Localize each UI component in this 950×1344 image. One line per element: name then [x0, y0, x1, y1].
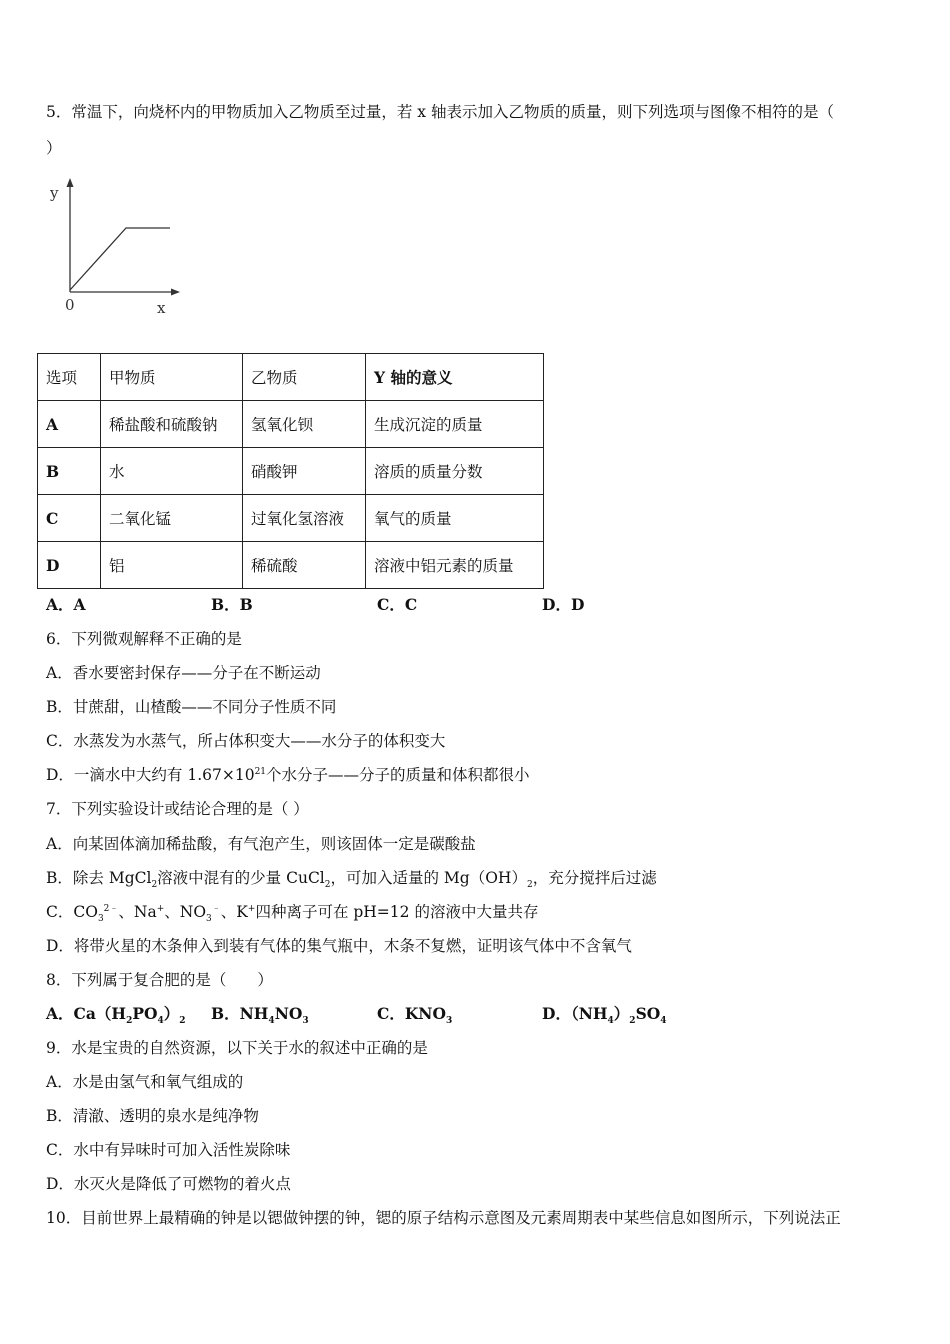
q7-b-text: ，充分搅拌后过滤	[532, 869, 657, 887]
q8-d-sub: 2	[629, 1016, 636, 1027]
q7-c-sup: ﹣	[211, 903, 221, 914]
table-cell: 硝酸钾	[243, 448, 366, 495]
q7-c-sup: 2﹣	[103, 903, 119, 914]
q6-d-sup: 21	[254, 766, 267, 777]
q8-a-text: ）	[163, 1004, 180, 1023]
graph-origin-label: 0	[65, 296, 75, 314]
table-cell: B	[38, 448, 101, 495]
q8-a-sub: 2	[179, 1016, 186, 1027]
graph-x-arrow	[171, 289, 180, 296]
table-cell: 过氧化氢溶液	[243, 495, 366, 542]
q9-option-b: B．清澈、透明的泉水是纯净物	[46, 1107, 259, 1125]
q7-option-b	[46, 868, 657, 891]
table-cell: 水	[101, 448, 243, 495]
q8-b-text: NO	[274, 1004, 303, 1023]
q5-graph	[40, 176, 190, 316]
table-cell: 生成沉淀的质量	[366, 401, 544, 448]
q8-stem: 8．下列属于复合肥的是（ ）	[46, 971, 273, 989]
q7-c-text: 、Na	[118, 903, 157, 921]
q7-c-text: 、K	[220, 903, 248, 921]
table-cell: D	[38, 542, 101, 589]
table-cell: 氧气的质量	[366, 495, 544, 542]
q7-c-sup: +	[156, 903, 165, 914]
q8-a-sub: 2	[126, 1016, 133, 1027]
q5-stem-line2: ）	[46, 139, 62, 157]
table-cell: 溶质的质量分数	[366, 448, 544, 495]
table-cell: 二氧化锰	[101, 495, 243, 542]
q7-c-text: 四种离子可在 pH=12 的溶液中大量共存	[255, 903, 539, 921]
q7-b-text: 溶液中混有的少量 CuCl	[157, 869, 325, 887]
table-cell: 稀硫酸	[243, 542, 366, 589]
table-cell: 铝	[101, 542, 243, 589]
q7-b-sub: 2	[151, 880, 158, 891]
q8-d-text: D．（NH	[542, 1004, 608, 1023]
q5-option-a: A．A	[46, 595, 86, 614]
table-header-cell: 甲物质	[101, 354, 243, 401]
q7-b-sub: 2	[526, 880, 533, 891]
q8-option-a	[46, 1004, 186, 1027]
q5-option-c: C．C	[377, 595, 418, 614]
table-row	[38, 448, 544, 495]
graph-x-label: x	[157, 299, 166, 316]
q8-c-text: C．KNO	[377, 1004, 446, 1023]
q8-b-sub: 4	[268, 1016, 275, 1027]
q7-option-a: A．向某固体滴加稀盐酸，有气泡产生，则该固体一定是碳酸盐	[46, 835, 476, 853]
q8-a-text: PO	[132, 1004, 158, 1023]
table-header-cell: Y 轴的意义	[366, 354, 544, 401]
table-header-cell: 乙物质	[243, 354, 366, 401]
table-cell: 氢氧化钡	[243, 401, 366, 448]
q8-d-text: ）	[613, 1004, 630, 1023]
q6-option-b: B．甘蔗甜，山楂酸——不同分子性质不同	[46, 698, 337, 716]
q8-b-sub: 3	[302, 1016, 309, 1027]
q7-stem: 7．下列实验设计或结论合理的是（ ）	[46, 800, 309, 818]
q8-a-sub: 4	[157, 1016, 164, 1027]
q8-option-b	[211, 1004, 309, 1027]
graph-y-arrow	[67, 178, 74, 187]
q7-c-sup: +	[247, 903, 256, 914]
q5-table	[37, 353, 544, 589]
table-row	[38, 542, 544, 589]
q6-stem: 6．下列微观解释不正确的是	[46, 630, 242, 648]
table-header-row	[38, 354, 544, 401]
q8-d-sub: 4	[607, 1016, 614, 1027]
q8-option-d	[542, 1004, 667, 1027]
q6-option-d	[46, 765, 530, 785]
q7-option-d: D．将带火星的木条伸入到装有气体的集气瓶中，木条不复燃，证明该气体中不含氧气	[46, 937, 632, 955]
table-row	[38, 401, 544, 448]
q5-stem-line1: 5．常温下，向烧杯内的甲物质加入乙物质至过量，若 x 轴表示加入乙物质的质量，则下列选项与图像不相符的是（	[46, 103, 834, 121]
q8-a-text: A．Ca（H	[46, 1004, 127, 1023]
q6-option-a: A．香水要密封保存——分子在不断运动	[46, 664, 321, 682]
q7-c-sub: 3	[97, 914, 104, 925]
table-cell: C	[38, 495, 101, 542]
graph-y-label: y	[50, 184, 59, 202]
q8-b-text: B．NH	[211, 1004, 269, 1023]
q5-option-d: D．D	[542, 595, 585, 614]
q7-b-text: B．除去 MgCl	[46, 869, 152, 887]
q9-stem: 9．水是宝贵的自然资源，以下关于水的叙述中正确的是	[46, 1039, 428, 1057]
q6-d-text-2: 个水分子——分子的质量和体积都很小	[266, 766, 530, 784]
q7-c-sub: 3	[206, 914, 212, 925]
table-cell: 溶液中铝元素的质量	[366, 542, 544, 589]
q10-stem: 10．目前世界上最精确的钟是以锶做钟摆的钟，锶的原子结构示意图及元素周期表中某些信息如图所示，下列说法正	[46, 1209, 841, 1227]
q8-d-sub: 4	[660, 1016, 667, 1027]
q9-option-c: C．水中有异味时可加入活性炭除味	[46, 1141, 291, 1159]
q7-b-text: ，可加入适量的 Mg（OH）	[330, 869, 527, 887]
table-cell: 稀盐酸和硫酸钠	[101, 401, 243, 448]
q7-b-sub: 2	[324, 880, 331, 891]
q7-c-text: 、NO	[164, 903, 207, 921]
q9-option-d: D．水灭火是降低了可燃物的着火点	[46, 1175, 291, 1193]
q9-option-a: A．水是由氢气和氧气组成的	[46, 1073, 244, 1091]
table-cell: A	[38, 401, 101, 448]
q6-d-text-1: D．一滴水中大约有 1.67×10	[46, 766, 255, 784]
q6-option-c: C．水蒸发为水蒸气，所占体积变大——水分子的体积变大	[46, 732, 446, 750]
q7-c-text: C．CO	[46, 903, 98, 921]
q7-option-c	[46, 902, 539, 925]
q8-option-c	[377, 1004, 453, 1027]
q8-d-text: SO	[635, 1004, 661, 1023]
graph-curve	[70, 228, 170, 290]
table-header-cell: 选项	[38, 354, 101, 401]
q5-option-b: B．B	[211, 595, 253, 614]
q8-c-sub: 3	[445, 1016, 453, 1027]
table-row	[38, 495, 544, 542]
